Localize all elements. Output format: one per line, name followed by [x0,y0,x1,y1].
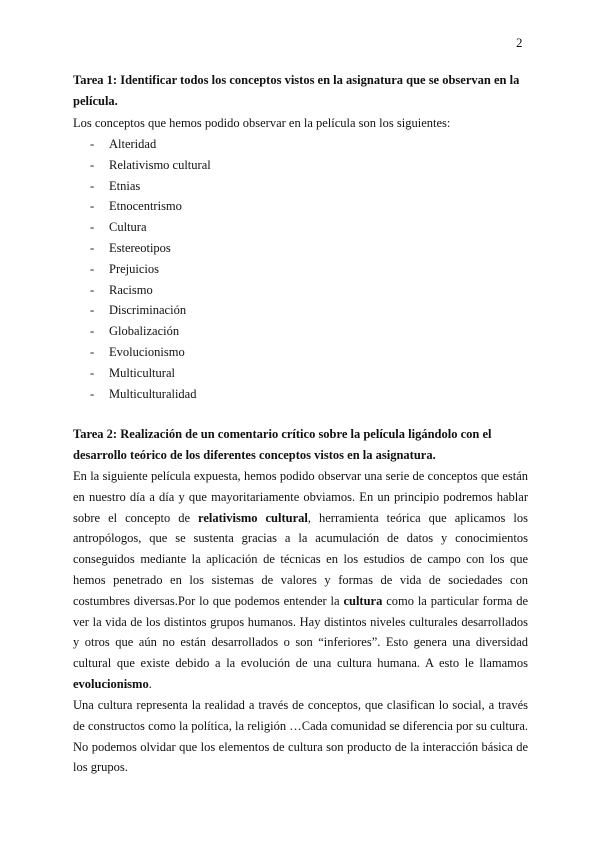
bullet-dash: - [90,220,95,235]
concept-label: Evolucionismo [109,344,185,359]
term-evolucionismo: evolucionismo [73,676,149,691]
bullet-dash: - [90,365,95,380]
list-item [90,196,211,217]
term-cultura: cultura [343,593,383,608]
concept-label: Etnias [109,178,141,193]
concept-label: Multiculturalidad [109,386,197,401]
list-item [90,238,211,259]
list-item [90,176,211,197]
bullet-dash: - [90,240,95,255]
list-item [90,280,211,301]
list-item [90,155,211,176]
concept-label: Estereotipos [109,240,171,255]
bullet-dash: - [90,157,95,172]
bullet-dash: - [90,324,95,339]
concept-label: Etnocentrismo [109,199,182,214]
list-item [90,217,211,238]
task1-intro: Los conceptos que hemos podido observar en la película son los siguientes: [73,116,451,130]
term-relativismo-cultural: relativismo cultural [198,510,308,525]
list-item [90,259,211,280]
bullet-dash: - [90,282,95,297]
bullet-dash: - [90,344,95,359]
concept-label: Racismo [109,282,153,297]
concept-label: Globalización [109,324,180,339]
concept-list [90,134,211,404]
bullet-dash: - [90,178,95,193]
task2-title: Tarea 2: Realización de un comentario crítico sobre la película ligándolo con el desarrollo teórico de los diferentes conceptos vistos en la asignatura. [73,427,492,462]
text-run: . [148,676,152,691]
concept-label: Alteridad [109,137,157,151]
task2-paragraph-1 [73,466,528,695]
task2-paragraph-2: Una cultura representa la realidad a través de conceptos, que clasifican lo social, a través de constructos como la política, la religión …Cada comunidad se diferencia por su cultura. No podemos olvidar que los elementos de cultura son producto de la interacción básica de los grupos. [73,698,528,775]
concept-label: Discriminación [109,303,187,318]
task1-title: Tarea 1: Identificar todos los conceptos vistos en la asignatura que se observan en la película. [73,73,520,108]
text-run: , herramienta teórica que aplicamos los antropólogos, que se sustenta gracias a la acumulación de datos y conocimientos conseguidos mediante la aplicación de técnicas en los estudios de campo con los que hemos penetrado en los sistemas de valores y formas de vida de sociedades con costumbres diversas.Por lo que podemos entender la [73,510,528,608]
concept-label: Prejuicios [109,261,159,276]
list-item [90,384,211,405]
page-number: 2 [516,35,523,50]
bullet-dash: - [90,261,95,276]
list-item [90,342,211,363]
list-item [90,321,211,342]
bullet-dash: - [90,199,95,214]
list-item [90,363,211,384]
concept-label: Cultura [109,220,147,235]
text-run: como la particular forma de ver la vida de los distintos grupos humanos. Hay distintos niveles culturales desarrollados y otros que aún no están desarrollados o son “inferiores”. Esto genera una diversidad cultural que existe debido a la evolución de una cultura humana. A esto le llamamos [73,593,529,671]
bullet-dash: - [90,303,95,318]
concept-label: Relativismo cultural [109,157,211,172]
bullet-dash: - [90,386,95,401]
concept-label: Multicultural [109,365,175,380]
text-run: En la siguiente película expuesta, hemos podido observar una serie de conceptos que están en nuestro día a día y que mayoritariamente obviamos. En un principio podremos hablar sobre el concepto de [73,469,528,525]
list-item [90,134,211,155]
list-item [90,300,211,321]
bullet-dash: - [90,137,95,151]
